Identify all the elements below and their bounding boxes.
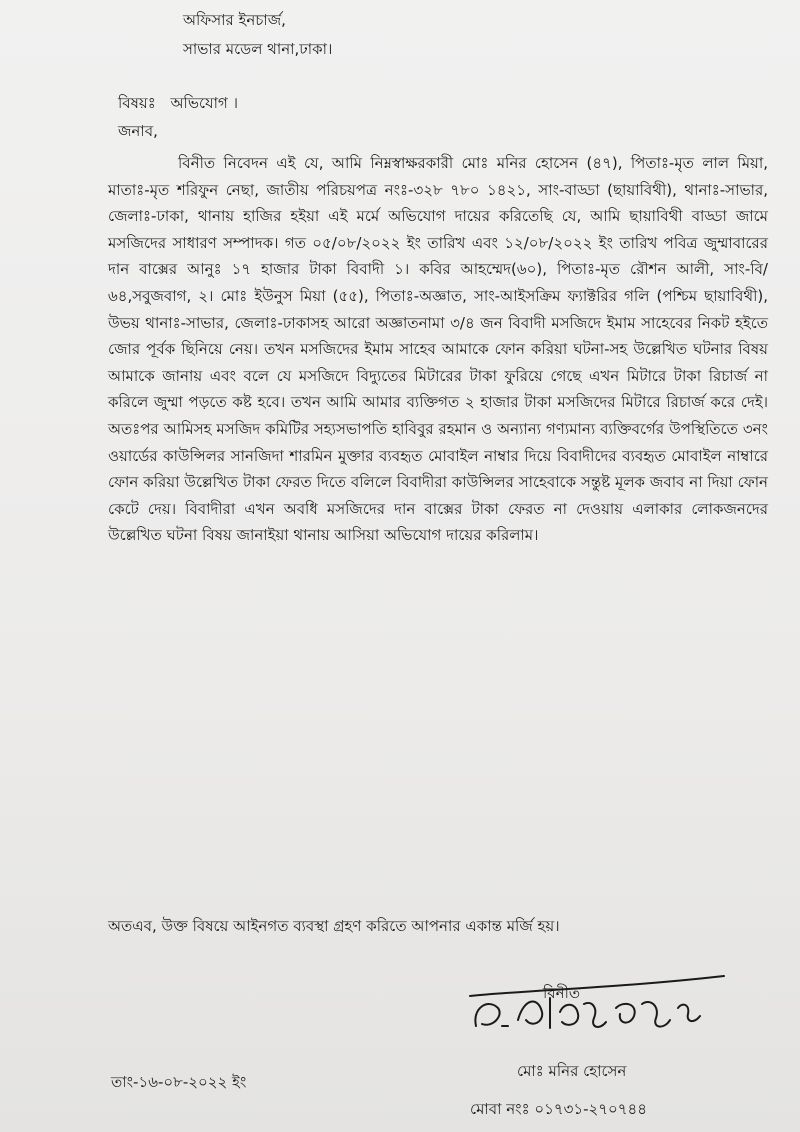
letter-date: তাং-১৬-০৮-২০২২ ইং xyxy=(111,1073,247,1091)
signer-mobile: মোবা নংঃ ০১৭৩১-২৭০৭৪৪ xyxy=(470,1100,648,1118)
subject-value: অভিযোগ । xyxy=(170,94,238,112)
salutation: জনাব, xyxy=(118,122,158,140)
addressee-line-1: অফিসার ইনচার্জ, xyxy=(183,11,286,29)
letter-body xyxy=(108,150,768,549)
signer-name: মোঃ মনির হোসেন xyxy=(517,1062,627,1080)
closing-line: অতএব, উক্ত বিষয়ে আইনগত ব্যবস্থা গ্রহণ করিতে আপনার একান্ত মর্জি হয়। xyxy=(108,917,560,935)
addressee-line-2: সাভার মডেল থানা,ঢাকা। xyxy=(183,40,333,58)
subject-label: বিষয়ঃ xyxy=(118,94,156,112)
subject-line xyxy=(118,93,238,113)
handwritten-signature xyxy=(468,968,728,1048)
body-paragraph: বিনীত নিবেদন এই যে, আমি নিম্নস্বাক্ষরকারী মোঃ মনির হোসেন (৪৭), পিতাঃ-মৃত লাল মিয়া, মাতাঃ-মৃত শরিফুন নেছা, জাতীয় পরিচয়পত্র নংঃ-৩২৮ ৭৮০ ১৪২১, সাং-বাড্ডা (ছায়াবিথী), থানাঃ-সাভার, জেলাঃ-ঢাকা, থানায় হাজির হইয়া এই মর্মে অভিযোগ দায়ের করিতেছি যে, আমি ছায়াবিথী বাড্ডা জামে মসজিদের সাধারণ সম্পাদক। গত ০৫/০৮/২০২২ ইং তারিখ এবং ১২/০৮/২০২২ ইং তারিখ পবিত্র জুম্মাবারের দান বাক্সের আনুঃ ১৭ হাজার টাকা বিবাদী ১। কবির আহম্মেদ(৬০), পিতাঃ-মৃত রৌশন আলী, সাং-বি/৬৪,সবুজবাগ, ২। মোঃ ইউনুস মিয়া (৫৫), পিতাঃ-অজ্ঞাত, সাং-আইসক্রিম ফ্যাক্টরির গলি (পশ্চিম ছায়াবিথী), উভয় থানাঃ-সাভার, জেলাঃ-ঢাকাসহ আরো অজ্ঞাতনামা ৩/৪ জন বিবাদী মসজিদে ইমাম সাহেবের নিকট হইতে জোর পূর্বক ছিনিয়ে নেয়। তখন মসজিদের ইমাম সাহেব আমাকে ফোন করিয়া ঘটনা-সহ উল্লেখিত ঘটনার বিষয় আমাকে জানায় এবং বলে যে মসজিদে বিদ্যুতের মিটারের টাকা ফুরিয়ে গেছে এখন মিটারে টাকা রিচার্জ না করিলে জুম্মা পড়তে কষ্ট হবে। তখন আমি আমার ব্যক্তিগত ২ হাজার টাকা মসজিদের মিটারে রিচার্জ করে দেই। অতঃপর আমিসহ মসজিদ কমিটির সহ্যসভাপতি হাবিবুর রহমান ও অন্যান্য গণ্যমান্য ব্যক্তিবর্গের উপস্থিতিতে ৩নং ওয়ার্ডের কাউন্সিলর সানজিদা শারমিন মুক্তার ব্যবহৃত মোবাইল নাম্বার দিয়ে বিবাদীদের ব্যবহৃত মোবাইল নাম্বারে ফোন করিয়া উল্লেখিত টাকা ফেরত দিতে বলিলে বিবাদীরা কাউন্সিলর সাহেবাকে সন্তুষ্ট মূলক জবাব না দিয়া ফোন কেটে দেয়। বিবাদীরা এখন অবধি মসজিদের দান বাক্সের টাকা ফেরত না দেওয়ায় এলাকার লোকজনদের উল্লেখিত ঘটনা বিষয় জানাইয়া থানায় আসিয়া অভিযোগ দায়ের করিলাম। xyxy=(108,154,768,545)
signoff: বিনীত xyxy=(543,984,581,1002)
